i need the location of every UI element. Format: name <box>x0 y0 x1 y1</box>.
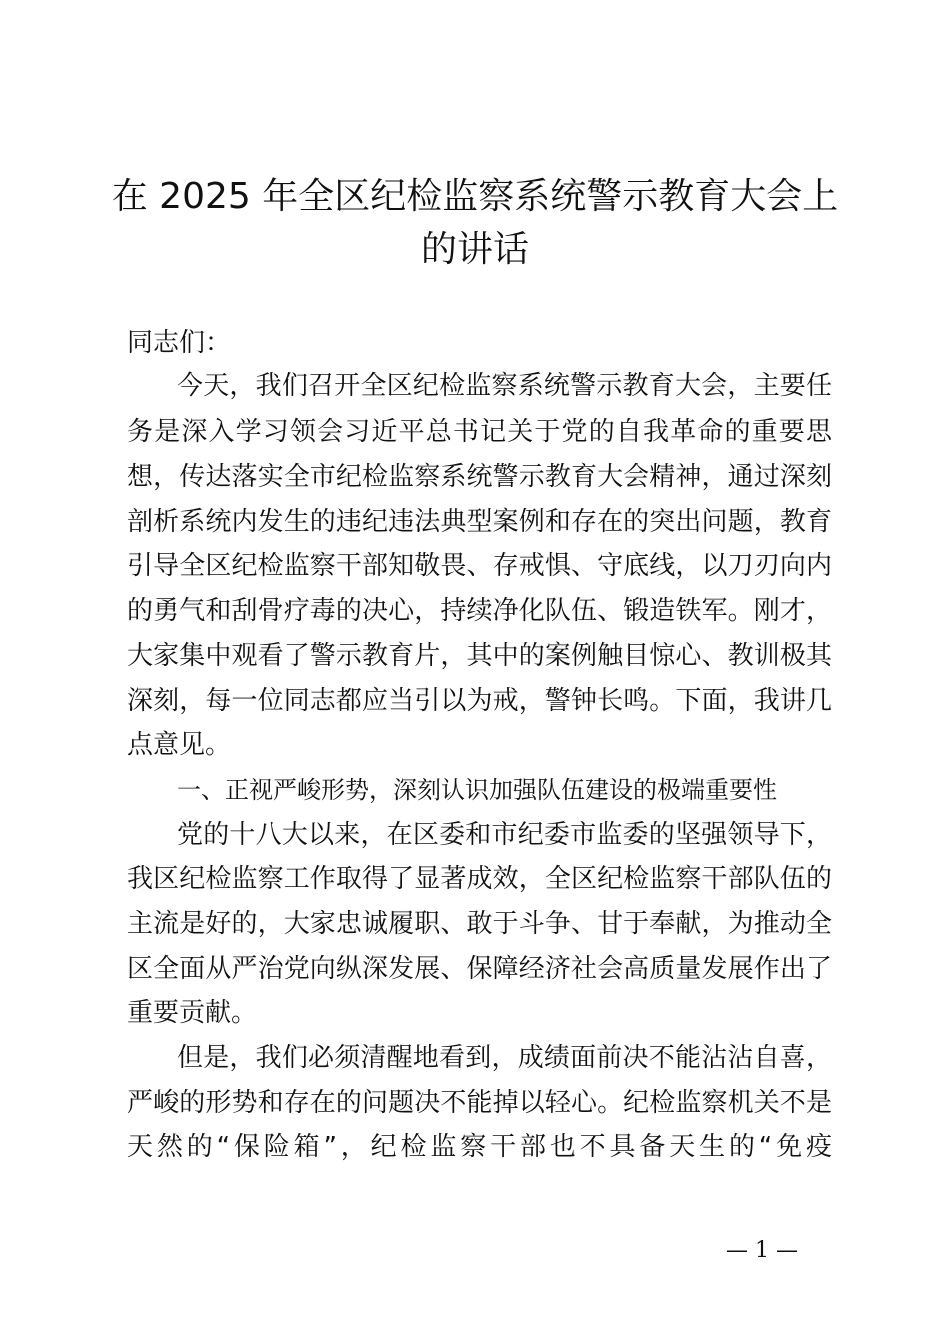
paragraph-1-line: 引导全区纪检监察干部知敬畏、存戒惧、守底线，以刀刃向内 <box>127 551 832 581</box>
paragraph-2-line: 区全面从严治党向纵深发展、保障经济社会高质量发展作出了 <box>127 954 832 984</box>
paragraph-2-line: 我区纪检监察工作取得了显著成效，全区纪检监察干部队伍的 <box>127 864 832 894</box>
paragraph-1-line: 务是深入学习领会习近平总书记关于党的自我革命的重要思 <box>127 417 832 447</box>
paragraph-1-line: 深刻，每一位同志都应当引以为戒，警钟长鸣。下面，我讲几 <box>127 686 832 716</box>
paragraph-2-line: 重要贡献。 <box>127 998 258 1028</box>
paragraph-2-line: 党的十八大以来，在区委和市纪委市监委的坚强领导下， <box>177 820 832 850</box>
document-title-line-2: 的讲话 <box>420 229 529 270</box>
document-title-line-1: 在 2025 年全区纪检监察系统警示教育大会上 <box>111 176 839 217</box>
salutation: 同志们： <box>127 328 232 358</box>
section-heading: 一、正视严峻形势，深刻认识加强队伍建设的极端重要性 <box>177 776 777 804</box>
paragraph-1-line: 点意见。 <box>127 730 232 760</box>
paragraph-1-line: 想，传达落实全市纪检监察系统警示教育大会精神，通过深刻 <box>127 462 832 492</box>
paragraph-3-line: 严峻的形势和存在的问题决不能掉以轻心。纪检监察机关不是 <box>127 1088 832 1118</box>
paragraph-1-line: 大家集中观看了警示教育片，其中的案例触目惊心、教训极其 <box>127 641 832 671</box>
paragraph-2-line: 主流是好的，大家忠诚履职、敢于斗争、甘于奉献，为推动全 <box>127 909 832 939</box>
paragraph-3-line: 但是，我们必须清醒地看到，成绩面前决不能沾沾自喜， <box>177 1043 832 1073</box>
paragraph-1-line: 剖析系统内发生的违纪违法典型案例和存在的突出问题，教育 <box>127 507 832 537</box>
page-number: — 1 — <box>726 1238 798 1263</box>
paragraph-1-line: 今天，我们召开全区纪检监察系统警示教育大会，主要任 <box>177 371 832 401</box>
paragraph-3-line: 天然的“保险箱”，纪检监察干部也不具备天生的“免疫 <box>127 1132 832 1162</box>
paragraph-1-line: 的勇气和刮骨疗毒的决心，持续净化队伍、锻造铁军。刚才， <box>127 596 832 626</box>
